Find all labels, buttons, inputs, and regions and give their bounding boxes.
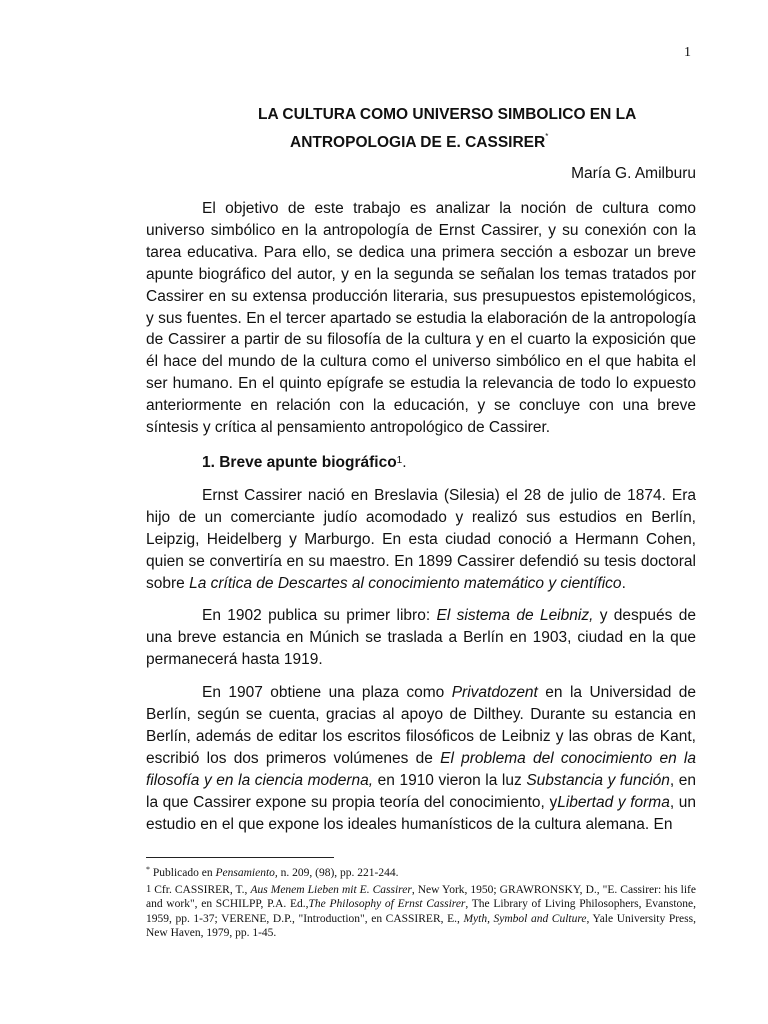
book-title: Aus Menem Lieben mit E. Cassirer [250,883,412,896]
title-line-2-text: ANTROPOLOGIA DE E. CASSIRER [290,134,546,151]
footnote-text: n. 209, (98), pp. 221-244. [277,867,399,879]
book-title: The Philosophy of Ernst Cassirer [308,898,466,911]
term-privatdozent: Privatdozent [451,684,538,702]
paragraph-text: en la Universidad de Berlín, según se cuenta, gracias al apoyo de Dilthey. Durante su estancia en Berlín, además de editar los escritos filosóficos de Leibniz y las obras de Kant, escribió los dos primeros volúmenes de [146,684,696,767]
section-heading-end: . [402,453,407,471]
title-line-2 [290,126,548,154]
footnote-text: Publicado en [150,867,216,879]
footnote-star [146,863,696,881]
paragraph-text: Ernst Cassirer nació en Breslavia (Silesia) el 28 de julio de 1874. Era hijo de un comerciante judío acomodado y realizó sus estudios en Berlín, Leipzig, Heidelberg y Marburgo. En esta ciudad conoció a Hermann Cohen, quien se convertiría en su maestro. En 1899 Cassirer defendió su tesis doctoral sobre [146,486,696,592]
section-heading [146,450,696,474]
book-title: Substancia y función [526,771,670,789]
paragraph-first-book [146,605,696,671]
paragraph-text: , en la que Cassirer expone su propia teoría del conocimiento, y [146,771,697,811]
abstract-paragraph: El objetivo de este trabajo es analizar la noción de cultura como universo simbólico en la antropología de Ernst Cassirer, y su conexión con la tarea educativa. Para ello, se dedica una primera sección a esbozar un breve apunte biográfico del autor, y en la segunda se señalan los temas tratados por Cassirer en su extensa producción literaria, sus presupuestos epistemológicos, y sus fuentes. En el tercer apartado se estudia la elaboración de la antropología de Cassirer a partir de su filosofía de la cultura y en el cuarto la exposición que él hace del mundo de la cultura como el universo simbólico en el que habita el ser humano. En el quinto epígrafe se estudia la relevancia de todo lo expuesto anteriormente en relación con la educación, y se concluye con una breve síntesis y crítica al pensamiento antropológico de Cassirer. [146,200,696,437]
footnote-1 [146,883,696,941]
book-title: Libertad y forma [557,793,670,811]
paragraph-text: , un estudio en el que expone los ideales humanísticos de la cultura alemana. En [146,793,696,833]
footnote-marker: * [146,865,150,874]
title-line-1: LA CULTURA COMO UNIVERSO SIMBOLICO EN LA [258,106,637,123]
footnote-divider [146,857,334,858]
journal-title: Pensamiento, [215,867,278,879]
footnote-text: , New York, 1950; GRAWRONSKY, D., "E. Cassirer: his life and work", en SCHILPP, P.A. Ed., [146,883,696,911]
body-text [146,198,696,846]
book-title: El problema del conocimiento en la filosofía y en la ciencia moderna, [146,749,696,789]
paragraph-birth [146,485,696,595]
section-heading-text: 1. Breve apunte biográfico [202,453,397,471]
paragraph-text: en 1910 vieron la luz [373,771,527,789]
paragraph-text: . [621,574,626,592]
paragraph-text: y después de una breve estancia en Múnich se traslada a Berlín en 1903, ciudad en la que permanecerá hasta 1919. [146,607,696,669]
thesis-title: La crítica de Descartes al conocimiento matemático y científico [189,574,622,592]
footnote-text: Cfr. CASSIRER, T., [154,883,251,896]
page-number: 1 [684,45,691,60]
footnote-marker: 1 [146,883,152,895]
book-title: El sistema de Leibniz, [436,607,594,625]
paragraph-berlin [146,682,696,835]
footnotes [146,863,696,943]
paragraph-text: En 1907 obtiene una plaza como [202,684,452,702]
paragraph-text: En 1902 publica su primer libro: [202,607,437,625]
author-name: María G. Amilburu [571,165,696,182]
footnote-text: , Yale University Press, New Haven, 1979, pp. 1-45. [146,912,696,940]
title-footnote-marker: * [545,132,549,141]
section-footnote-ref: 1 [396,454,403,466]
book-title: Myth, Symbol and Culture [463,912,587,925]
footnote-text: , The Library of Living Philosophers, Evanstone, 1959, pp. 1-37; VERENE, D.P., "Introduction", en CASSIRER, E., [146,898,696,925]
